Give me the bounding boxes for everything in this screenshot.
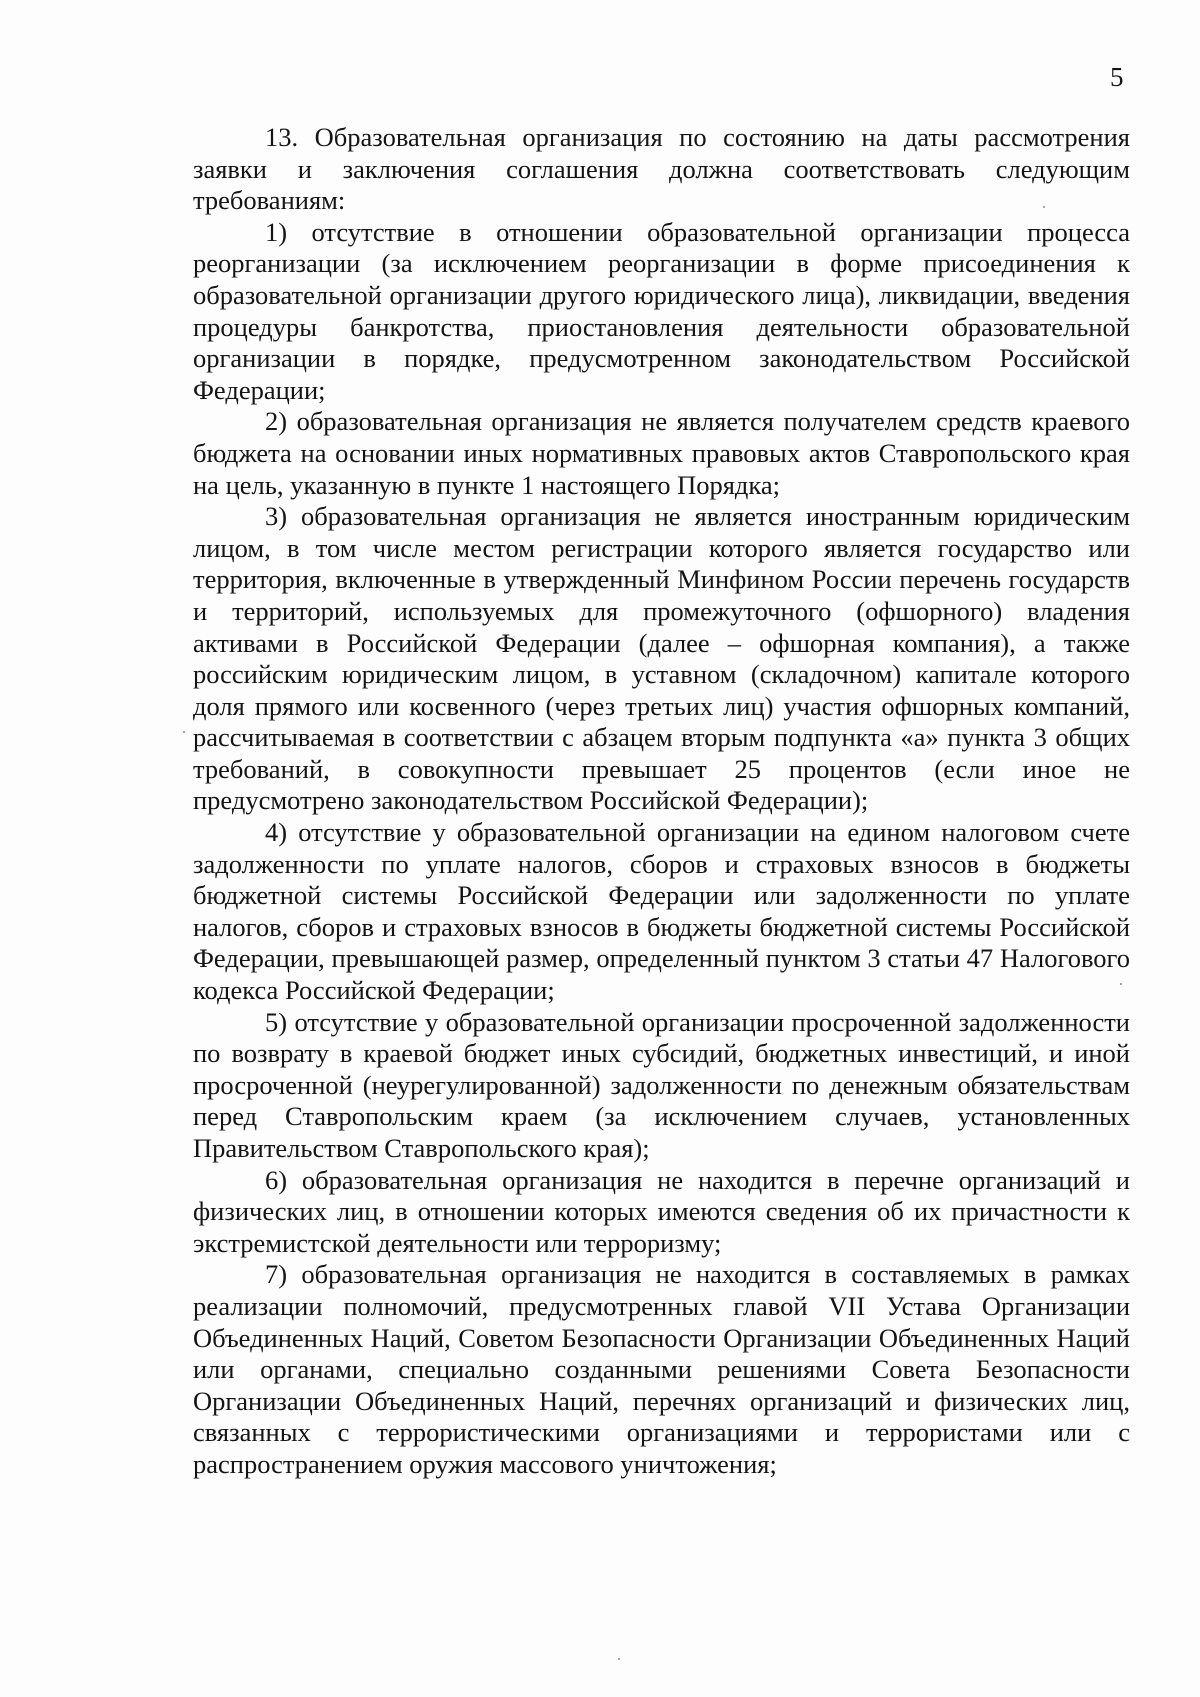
subitem-5: 5) отсутствие у образовательной организации просроченной задолженности по возврату в краевой бюджет иных субсидий, бюджетных инвестиций, и иной просроченной (неурегулированной) задолженности по денежным обязательствам перед Ставропольским краем (за исключением случаев, установленных Правительством Ставропольского края); [193, 1006, 1130, 1163]
document-body [193, 122, 1130, 1481]
scan-speck [1043, 206, 1045, 208]
scan-speck [618, 1658, 620, 1660]
page-number: 5 [1110, 62, 1124, 92]
subitem-1: 1) отсутствие в отношении образовательной организации процесса реорганизации (за исключением реорганизации в форме присоединения к образовательной организации другого юридического лица), ликвидации, введения процедуры банкротства, приостановления деятельности образовательной организации в порядке, предусмотренном законодательством Российской Федерации; [193, 216, 1130, 405]
subitem-3: 3) образовательная организация не является иностранным юридическим лицом, в том числе местом регистрации которого является государство или территория, включенные в утвержденный Минфином России перечень государств и территорий, используемых для промежуточного (офшорного) владения активами в Российской Федерации (далее – офшорная компания), а также российским юридическим лицом, в уставном (складочном) капитале которого доля прямого или косвенного (через третьих лиц) участия офшорных компаний, рассчитываемая в соответствии с абзацем вторым подпункта «а» пункта 3 общих требований, в совокупности превышает 25 процентов (если иное не предусмотрено законодательством Российской Федерации); [193, 501, 1130, 816]
subitem-7: 7) образовательная организация не находится в составляемых в рамках реализации полномочий, предусмотренных главой VII Устава Организации Объединенных Наций, Советом Безопасности Организации Объединенных Наций или органами, специально созданными решениями Совета Безопасности Организации Объединенных Наций, перечнях организаций и физических лиц, связанных с террористическими организациями и террористами или с распространением оружия массового уничтожения; [193, 1259, 1130, 1479]
subitem-4: 4) отсутствие у образовательной организации на едином налоговом счете задолженности по уплате налогов, сборов и страховых взносов в бюджеты бюджетной системы Российской Федерации или задолженности по уплате налогов, сборов и страховых взносов в бюджеты бюджетной системы Российской Федерации, превышающей размер, определенный пунктом 3 статьи 47 Налогового кодекса Российской Федерации; [193, 817, 1130, 1006]
scan-speck [1120, 983, 1122, 985]
paragraph-item-13: 13. Образовательная организация по состоянию на даты рассмотрения заявки и заключения соглашения должна соответствовать следующим требованиям: [193, 122, 1130, 216]
scan-speck [183, 731, 185, 733]
subitem-2: 2) образовательная организация не является получателем средств краевого бюджета на основании иных нормативных правовых актов Ставропольского края на цель, указанную в пункте 1 настоящего Порядка; [193, 406, 1130, 500]
subitem-6: 6) образовательная организация не находится в перечне организаций и физических лиц, в отношении которых имеются сведения об их причастности к экстремистской деятельности или терроризму; [193, 1164, 1130, 1258]
